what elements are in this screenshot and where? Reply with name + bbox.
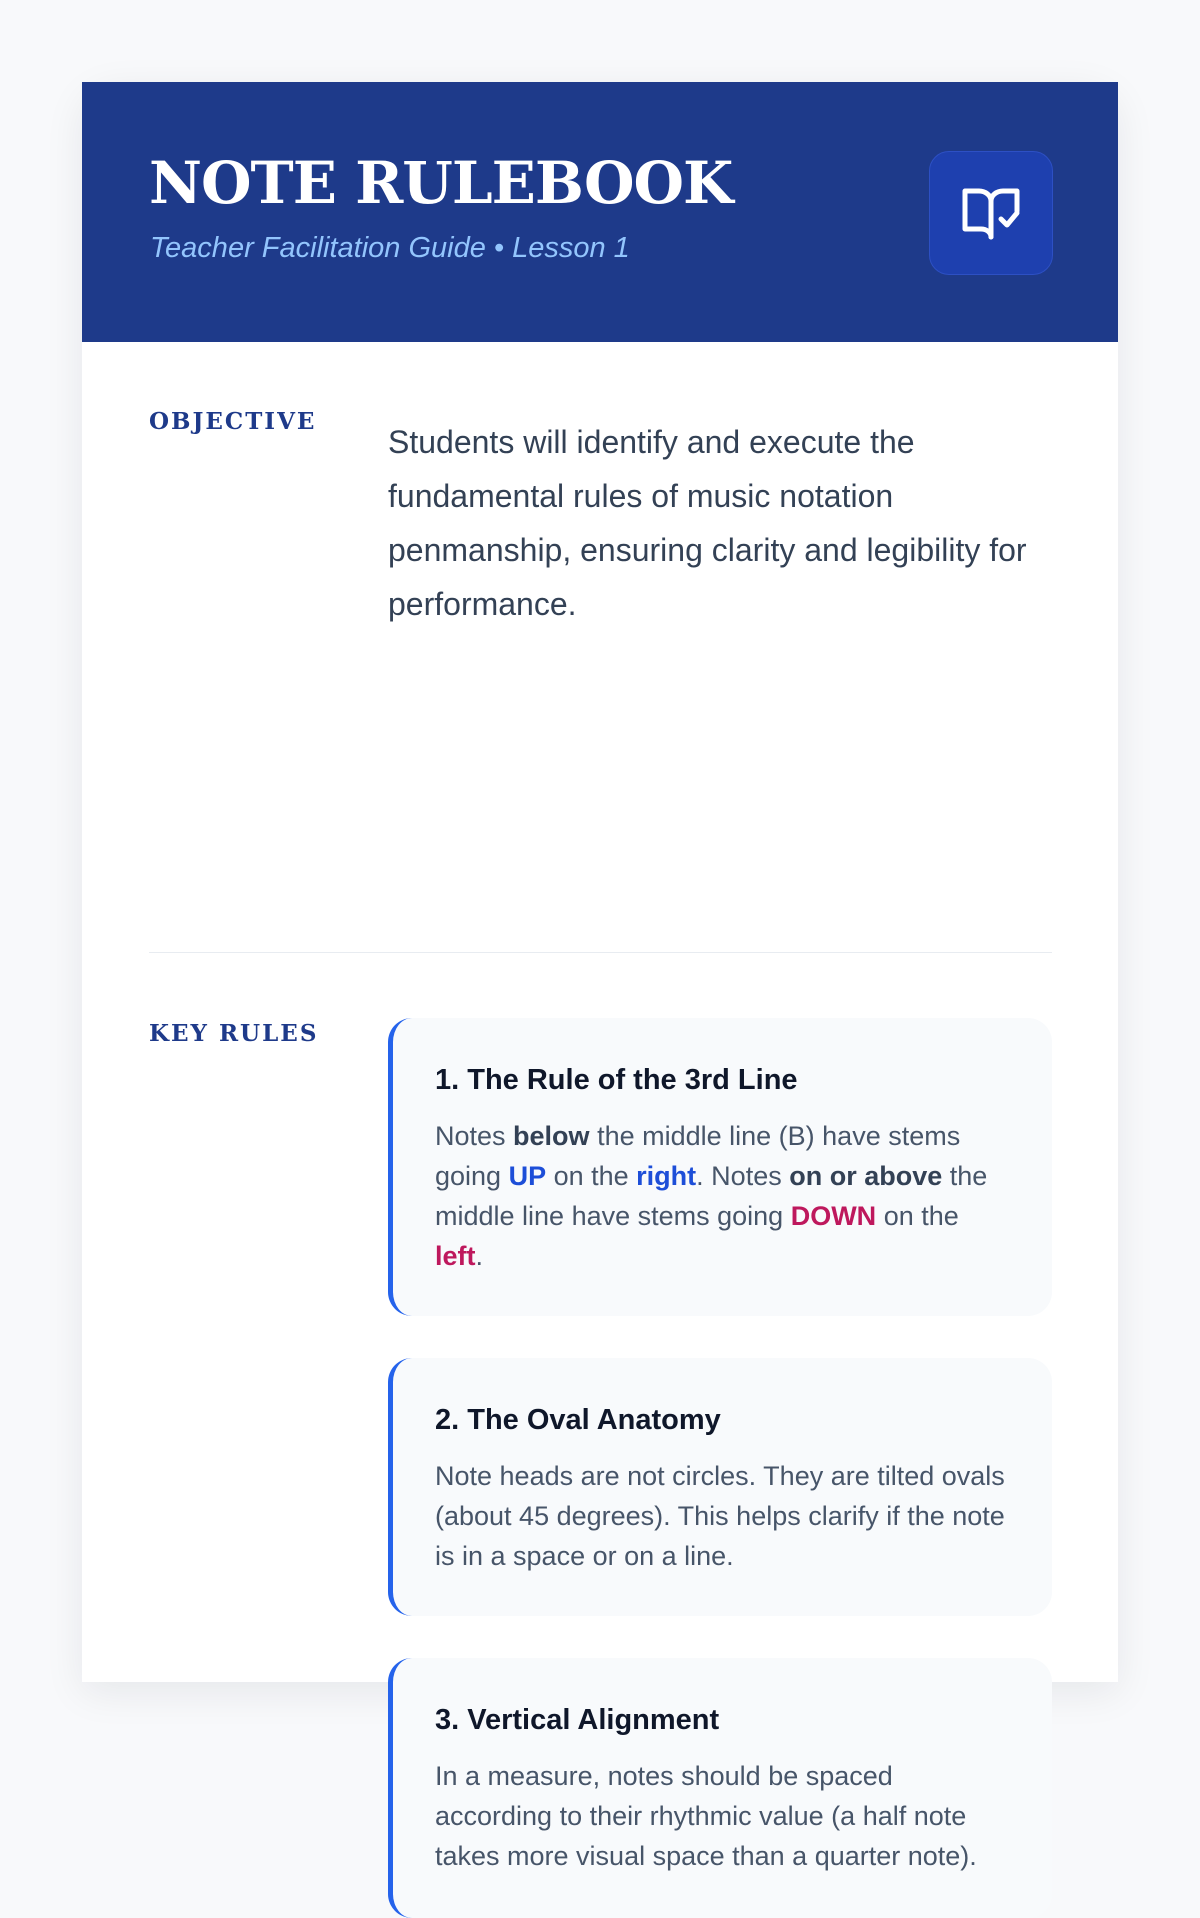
page-title: NOTE RULEBOOK xyxy=(149,149,733,217)
section-divider xyxy=(149,952,1052,953)
rule-title: 2. The Oval Anatomy xyxy=(435,1404,721,1436)
rule-text-segment: on or above xyxy=(789,1161,943,1191)
rule-text-segment: UP xyxy=(508,1161,547,1191)
rule-card xyxy=(388,1358,1052,1616)
rule-title: 3. Vertical Alignment xyxy=(435,1704,720,1736)
rule-text xyxy=(435,1116,1012,1276)
rule-text xyxy=(435,1456,1012,1576)
rule-text-segment: DOWN xyxy=(790,1201,877,1231)
page-subtitle: Teacher Facilitation Guide • Lesson 1 xyxy=(150,232,630,264)
objective-label: OBJECTIVE xyxy=(149,408,317,435)
rule-text-segment: In a measure, notes should be spaced according to their rhythmic value (a half note takes more visual space than a quarter note). xyxy=(435,1761,977,1871)
rule-text-segment: . xyxy=(475,1241,484,1271)
rule-text-segment: Notes xyxy=(435,1121,514,1151)
book-check-icon xyxy=(959,181,1023,245)
key-rules-label: KEY RULES xyxy=(149,1020,319,1047)
rule-card xyxy=(388,1658,1052,1918)
rule-card xyxy=(388,1018,1052,1316)
rule-title: 1. The Rule of the 3rd Line xyxy=(435,1064,798,1096)
rule-text-segment: on the xyxy=(546,1161,637,1191)
rule-text-segment: the middle line have stems going xyxy=(435,1161,988,1231)
rule-text-segment: right xyxy=(636,1161,697,1191)
rule-text-segment: left xyxy=(435,1241,476,1271)
objective-text: Students will identify and execute the fundamental rules of music notation penmanship, ensuring clarity and legibility for performance. xyxy=(388,424,1027,622)
rule-text-segment: below xyxy=(513,1121,590,1151)
rule-text xyxy=(435,1756,1012,1876)
rule-text-segment: on the xyxy=(876,1201,959,1231)
header xyxy=(82,82,1118,342)
rulebook-card xyxy=(82,82,1118,1871)
rule-text-segment: . Notes xyxy=(696,1161,790,1191)
rule-text-segment: Note heads are not circles. They are tilted ovals (about 45 degrees). This helps clarify if the note is in a space or on a line. xyxy=(435,1461,1005,1571)
rulebook-icon-button xyxy=(929,151,1053,275)
rule-text-segment: the middle line (B) have stems going xyxy=(435,1121,961,1191)
